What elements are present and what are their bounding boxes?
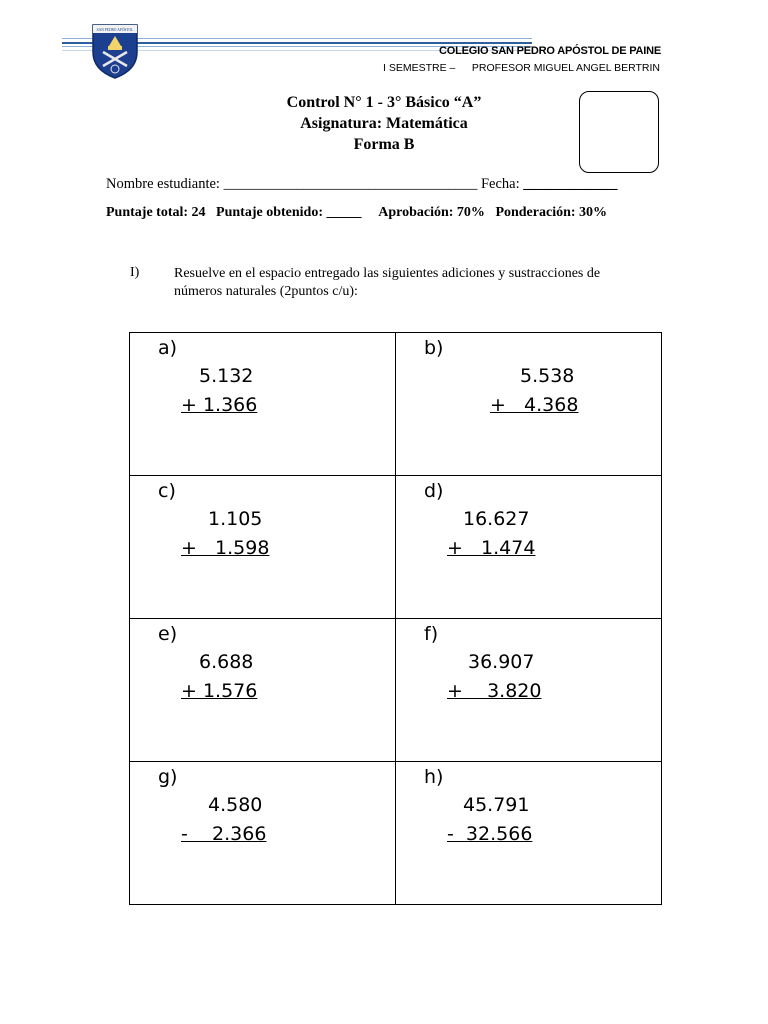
school-crest-logo [90, 22, 140, 80]
exercise-bottom-number: - 2.366 [181, 823, 267, 845]
section-instruction: Resuelve en el espacio entregado las siguientes adiciones y sustracciones de números naturales (2puntos c/u): [174, 266, 601, 299]
exercise-cell-g[interactable] [130, 762, 396, 905]
exercise-top-number: 45.791 [463, 794, 530, 816]
exercise-cell-h[interactable] [396, 762, 662, 905]
exercise-label: a) [158, 337, 178, 359]
exercise-cell-e[interactable] [130, 619, 396, 762]
score-info-line [106, 205, 607, 221]
exercise-label: e) [158, 623, 178, 645]
exam-title: Control N° 1 - 3° Básico “A” [286, 94, 482, 111]
weighting: Ponderación: 30% [495, 205, 608, 220]
approval-rate: Aprobación: 70% [378, 205, 485, 220]
exercise-label: c) [158, 480, 176, 502]
exercise-bottom-number: + 4.368 [490, 394, 579, 416]
exercise-top-number: 36.907 [468, 651, 535, 673]
school-name: COLEGIO SAN PEDRO APÓSTOL DE PAINE [439, 45, 661, 57]
exercise-top-number: 1.105 [208, 508, 263, 530]
exercise-cell-f[interactable] [396, 619, 662, 762]
exercise-top-number: 5.538 [520, 365, 575, 387]
exercise-cell-a[interactable] [130, 333, 396, 476]
exercise-top-number: 4.580 [208, 794, 263, 816]
name-label: Nombre estudiante: [106, 176, 220, 192]
student-info-line [106, 176, 618, 193]
date-label: Fecha: [480, 176, 520, 192]
exercise-table [129, 332, 662, 905]
section-number: I) [130, 265, 140, 280]
exercise-bottom-number: + 1.366 [181, 394, 258, 416]
exercise-bottom-number: + 1.474 [447, 537, 536, 559]
exercise-bottom-number: - 32.566 [447, 823, 533, 845]
subject-title: Asignatura: Matemática [300, 115, 468, 132]
date-blank: _____________ [523, 176, 618, 192]
grade-box [579, 91, 659, 173]
exercise-label: h) [424, 766, 444, 788]
exercise-bottom-number: + 1.576 [181, 680, 258, 702]
exercise-bottom-number: + 3.820 [447, 680, 542, 702]
exercise-top-number: 6.688 [199, 651, 254, 673]
name-blank: ___________________________________ [223, 176, 478, 192]
exercise-bottom-number: + 1.598 [181, 537, 270, 559]
total-score: Puntaje total: 24 [106, 205, 206, 220]
exercise-label: f) [424, 623, 439, 645]
exercise-top-number: 5.132 [199, 365, 254, 387]
form-title: Forma B [353, 136, 415, 153]
obtained-score: Puntaje obtenido: _____ [216, 205, 362, 220]
exercise-label: d) [424, 480, 444, 502]
exercise-cell-c[interactable] [130, 476, 396, 619]
exercise-cell-b[interactable] [396, 333, 662, 476]
semester-label: I SEMESTRE – [383, 62, 456, 74]
exercise-top-number: 16.627 [463, 508, 530, 530]
crest-text: SAN PEDRO APÓSTOL [96, 28, 134, 32]
exercise-cell-d[interactable] [396, 476, 662, 619]
exercise-label: b) [424, 337, 444, 359]
teacher-name: PROFESOR MIGUEL ANGEL BERTRIN [471, 62, 660, 74]
exercise-label: g) [158, 766, 178, 788]
